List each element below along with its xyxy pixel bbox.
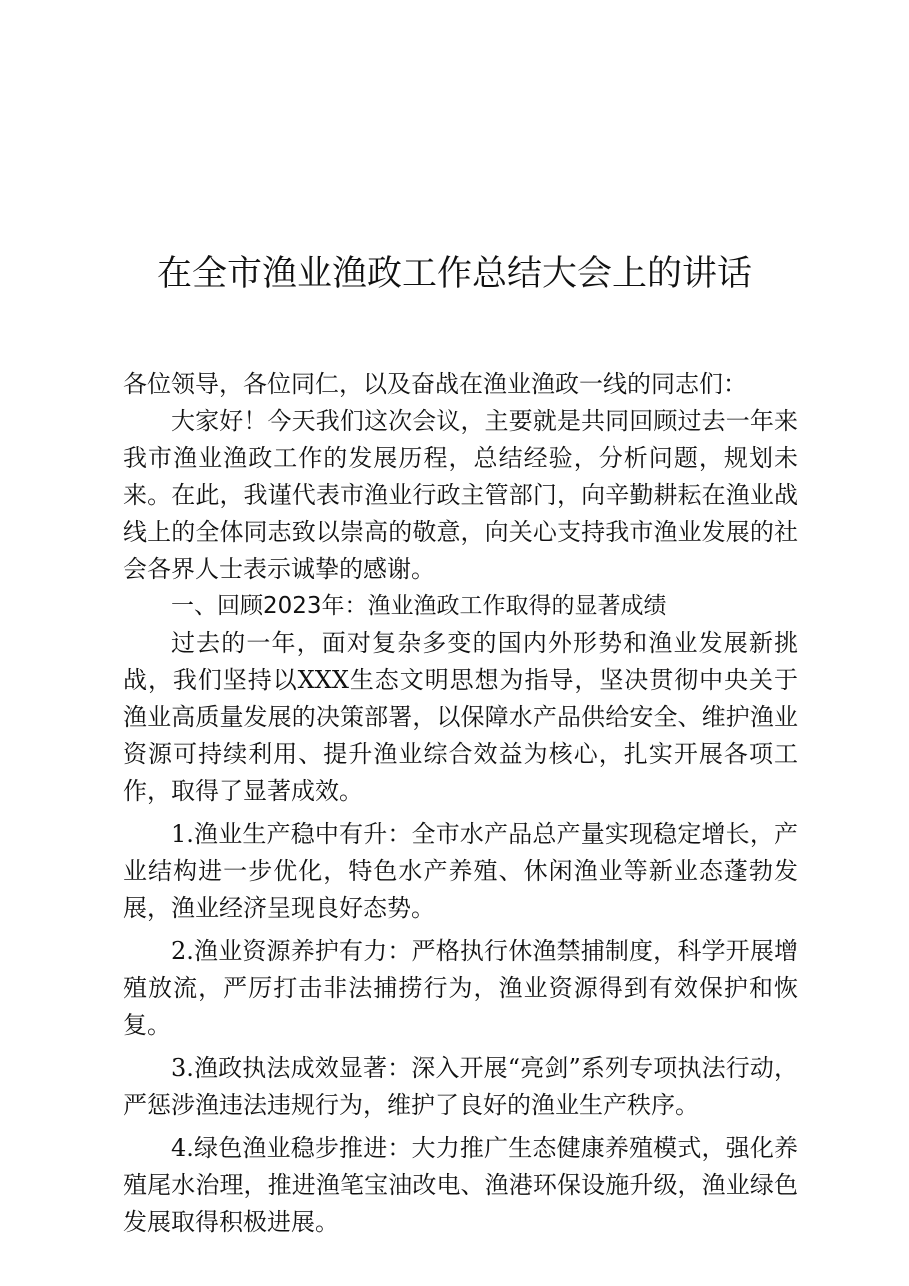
achievement-item <box>123 933 798 1044</box>
achievement-item-label: 4.绿色渔业稳步推进： <box>171 1134 412 1162</box>
achievement-item <box>123 816 798 927</box>
achievement-item-text: 严格执行休渔禁捕制度，科学开展增殖放流，严厉打击非法捕捞行为，渔业资源得到有效保护和恢复。 <box>123 937 799 1039</box>
achievement-item <box>123 1130 798 1241</box>
achievement-item-text: 全市水产品总产量实现稳定增长，产业结构进一步优化，特色水产养殖、休闲渔业等新业态蓬勃发展，渔业经济呈现良好态势。 <box>123 820 799 922</box>
achievement-item-label: 2.渔业资源养护有力： <box>171 937 412 965</box>
section-heading: 一、回顾2023年：渔业渔政工作取得的显著成绩 <box>171 593 667 619</box>
achievement-item-label: 1.渔业生产稳中有升： <box>171 820 412 848</box>
document-title: 在全市渔业渔政工作总结大会上的讲话 <box>156 254 752 294</box>
achievement-item-label: 3.渔政执法成效显著： <box>171 1054 412 1082</box>
document-body <box>123 366 798 1241</box>
achievement-item-text: 大力推广生态健康养殖模式，强化养殖尾水治理，推进渔笔宝油改电、渔港环保设施升级，渔业绿色发展取得积极进展。 <box>123 1134 799 1236</box>
intro-paragraph: 大家好！今天我们这次会议，主要就是共同回顾过去一年来我市渔业渔政工作的发展历程，总结经验，分析问题，规划未来。在此，我谨代表市渔业行政主管部门，向辛勤耕耘在渔业战线上的全体同志致以崇高的敬意，向关心支持我市渔业发展的社会各界人士表示诚挚的感谢。 <box>123 407 798 583</box>
salutation: 各位领导，各位同仁，以及奋战在渔业渔政一线的同志们： <box>123 370 747 398</box>
achievement-item <box>123 1050 798 1124</box>
achievement-item-text: 深入开展“亮剑”系列专项执法行动，严惩涉渔违法违规行为，维护了良好的渔业生产秩序。 <box>123 1054 798 1119</box>
section-intro-paragraph: 过去的一年，面对复杂多变的国内外形势和渔业发展新挑战，我们坚持以XXX生态文明思想为指导，坚决贯彻中央关于渔业高质量发展的决策部署，以保障水产品供给安全、维护渔业资源可持续利用、提升渔业综合效益为核心，扎实开展各项工作，取得了显著成效。 <box>123 629 798 805</box>
